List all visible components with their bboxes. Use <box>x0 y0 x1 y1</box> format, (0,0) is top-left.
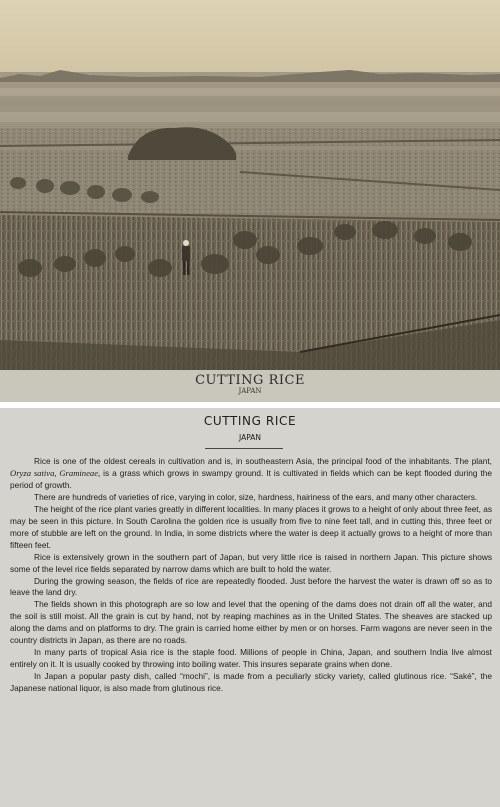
paragraph: The fields shown in this photograph are so low and level that the opening of the dams does not drain off all the water, and the soil is still moist. All the grain is cut by hand, not by reaping machines as in the United States. The sheaves are stacked up along the dams and on platforms to dry. The grain is carried home either by men or on horses. Farm wagons are never seen in the country districts in Japan, as there are no roads. <box>10 599 492 646</box>
photo-caption-subtitle: JAPAN <box>238 387 262 395</box>
article-body <box>10 456 492 695</box>
article-page <box>0 408 500 807</box>
paragraph: The height of the rice plant varies greatly in different localities. In many places it grows to a height of only about three feet, as may be seen in this picture. In South Carolina the golden rice is usually from five to nine feet tall, and in cutting this, three feet or more of stubble are left on the ground. In India, in some districts where the water is deep it actually grows to a height of more than fifteen feet. <box>10 503 492 550</box>
photo-caption <box>0 370 500 402</box>
paragraph: Rice is extensively grown in the southern part of Japan, but very little rice is raised in northern Japan. This picture shows some of the level rice fields separated by narrow dams which are built to hold the water. <box>10 551 492 574</box>
rice-field-illustration <box>0 0 500 370</box>
paragraph: In Japan a popular pasty dish, called “mochi”, is made from a peculiarly sticky variety, called glutinous rice. “Saké”, the Japanese national liquor, is also made from glutinous rice. <box>10 671 492 694</box>
photo-caption-title: CUTTING RICE <box>195 373 305 388</box>
paragraph: There are hundreds of varieties of rice, varying in color, size, hardness, hairiness of the ears, and many other characters. <box>34 491 478 502</box>
article-subtitle: JAPAN <box>239 433 261 442</box>
paragraph: During the growing season, the fields of rice are repeatedly flooded. Just before the harvest the water is drawn off so as to leave the land dry. <box>10 575 492 598</box>
paragraph: In many parts of tropical Asia rice is the staple food. Millions of people in China, Japan, and southern India live almost entirely on it. It is usually cooked by throwing into boiling water. This insures separate grains when done. <box>10 647 492 670</box>
rice-field-photo <box>0 0 500 370</box>
article-title: CUTTING RICE <box>203 414 297 428</box>
paragraph: Rice is one of the oldest cereals in cultivation and is, in southeastern Asia, the principal food of the inhabitants. The plant, Oryza sativa, Gramineae, is a grass which grows in swampy ground. It is cultivated in fields which can be kept flooded during the period of growth. <box>10 456 493 490</box>
photo-card <box>0 0 500 402</box>
title-divider <box>205 448 283 449</box>
